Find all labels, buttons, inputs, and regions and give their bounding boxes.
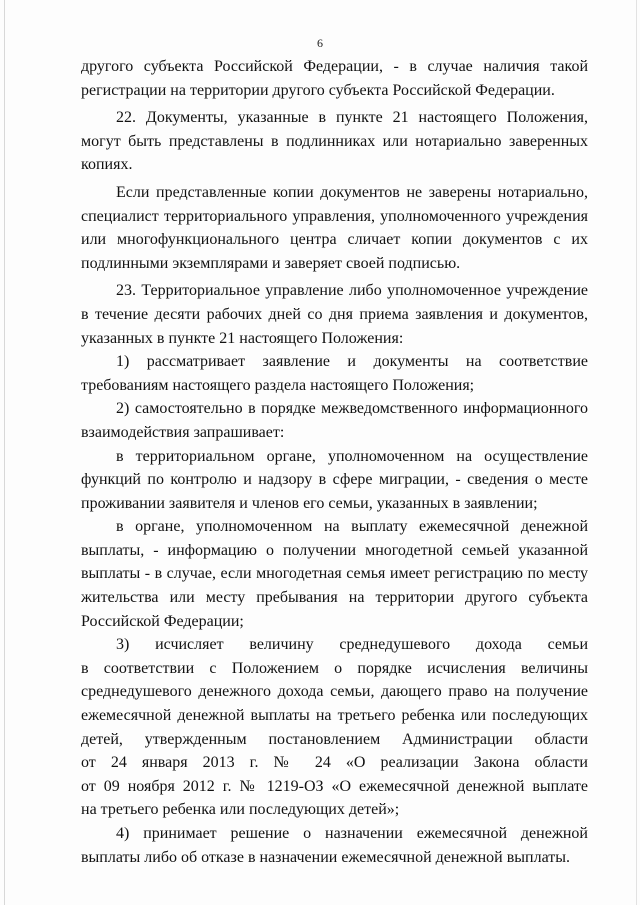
text-line: проживании заявителя и членов его семьи, указанных в заявлении; — [81, 494, 538, 512]
text-line: другого субъекта Российской Федерации, - в случае наличия такой — [81, 58, 588, 75]
text-line: Российской Федерации; — [81, 612, 244, 630]
text-line: жительства или месту пребывания на территории другого субъекта — [81, 589, 588, 607]
text-line: детей, утвержденным постановлением Администрации области — [81, 730, 588, 748]
text-line: на третьего ребенка или последующих детей»; — [81, 801, 400, 819]
text-line: среднедушевого денежного дохода семьи, дающего право на получение — [81, 683, 588, 701]
text-line: копиях. — [81, 156, 133, 174]
text-line: могут быть представлены в подлинниках или нотариально заверенных — [81, 132, 588, 150]
text-line: требованиям настоящего раздела настоящего Положения; — [81, 376, 475, 394]
text-line: специалист территориального управления, уполномоченного учреждения — [81, 207, 588, 225]
page-edge-left — [4, 0, 5, 905]
text-line: в соответствии с Положением о порядке исчисления величины — [81, 659, 588, 677]
text-line: ежемесячной денежной выплаты на третьего ребенка или последующих — [81, 707, 588, 725]
paragraph — [81, 55, 588, 102]
paragraph — [81, 181, 588, 275]
text-line: указанных в пункте 21 настоящего Положения: — [81, 329, 404, 347]
document-body — [81, 55, 588, 869]
paragraph — [81, 397, 588, 444]
text-line: выплаты, - информацию о получении многодетной семьей указанной — [81, 541, 588, 559]
paragraph — [81, 106, 588, 177]
text-line: выплаты либо об отказе в назначении ежемесячной денежной выплаты. — [81, 848, 571, 866]
text-line: в течение десяти рабочих дней со дня приема заявления и документов, — [81, 305, 588, 323]
text-line: функций по контролю и надзору в сфере миграции, - сведения о месте — [81, 471, 588, 489]
text-line: регистрации на территории другого субъекта Российской Федерации. — [81, 81, 555, 99]
text-line: выплаты - в случае, если многодетная семья имеет регистрацию по месту — [81, 565, 588, 583]
text-line: взаимодействия запрашивает: — [81, 423, 285, 441]
paragraph — [81, 279, 588, 350]
paragraph — [81, 350, 588, 397]
text-line: Если представленные копии документов не заверены нотариально, — [116, 183, 588, 201]
text-line: от 24 января 2013 г. № 24 «О реализации Закона области — [81, 754, 588, 772]
text-line: 3) исчисляет величину среднедушевого дохода семьи — [116, 636, 588, 654]
text-line: в органе, уполномоченном на выплату ежемесячной денежной — [116, 518, 588, 536]
text-line: 4) принимает решение о назначении ежемесячной денежной — [116, 825, 588, 842]
page-edge-right — [636, 0, 637, 905]
text-line: 23. Территориальное управление либо уполномоченное учреждение — [116, 282, 588, 300]
text-line: в территориальном органе, уполномоченном на осуществление — [116, 447, 588, 465]
text-line: от 09 ноября 2012 г. № 1219-ОЗ «О ежемесячной денежной выплате — [81, 777, 588, 795]
paragraph — [81, 633, 588, 822]
text-line: 1) рассматривает заявление и документы на соответствие — [116, 353, 588, 371]
text-line: или многофункционального центра сличает копии документов с их — [81, 231, 588, 249]
text-line: 2) самостоятельно в порядке межведомственного информационного — [116, 400, 588, 418]
page-number: 6 — [317, 36, 323, 50]
paragraph — [81, 445, 588, 516]
paragraph — [81, 515, 588, 633]
text-line: 22. Документы, указанные в пункте 21 настоящего Положения, — [116, 109, 588, 127]
text-line: подлинными экземплярами и заверяет своей подписью. — [81, 254, 461, 272]
paragraph — [81, 822, 588, 869]
